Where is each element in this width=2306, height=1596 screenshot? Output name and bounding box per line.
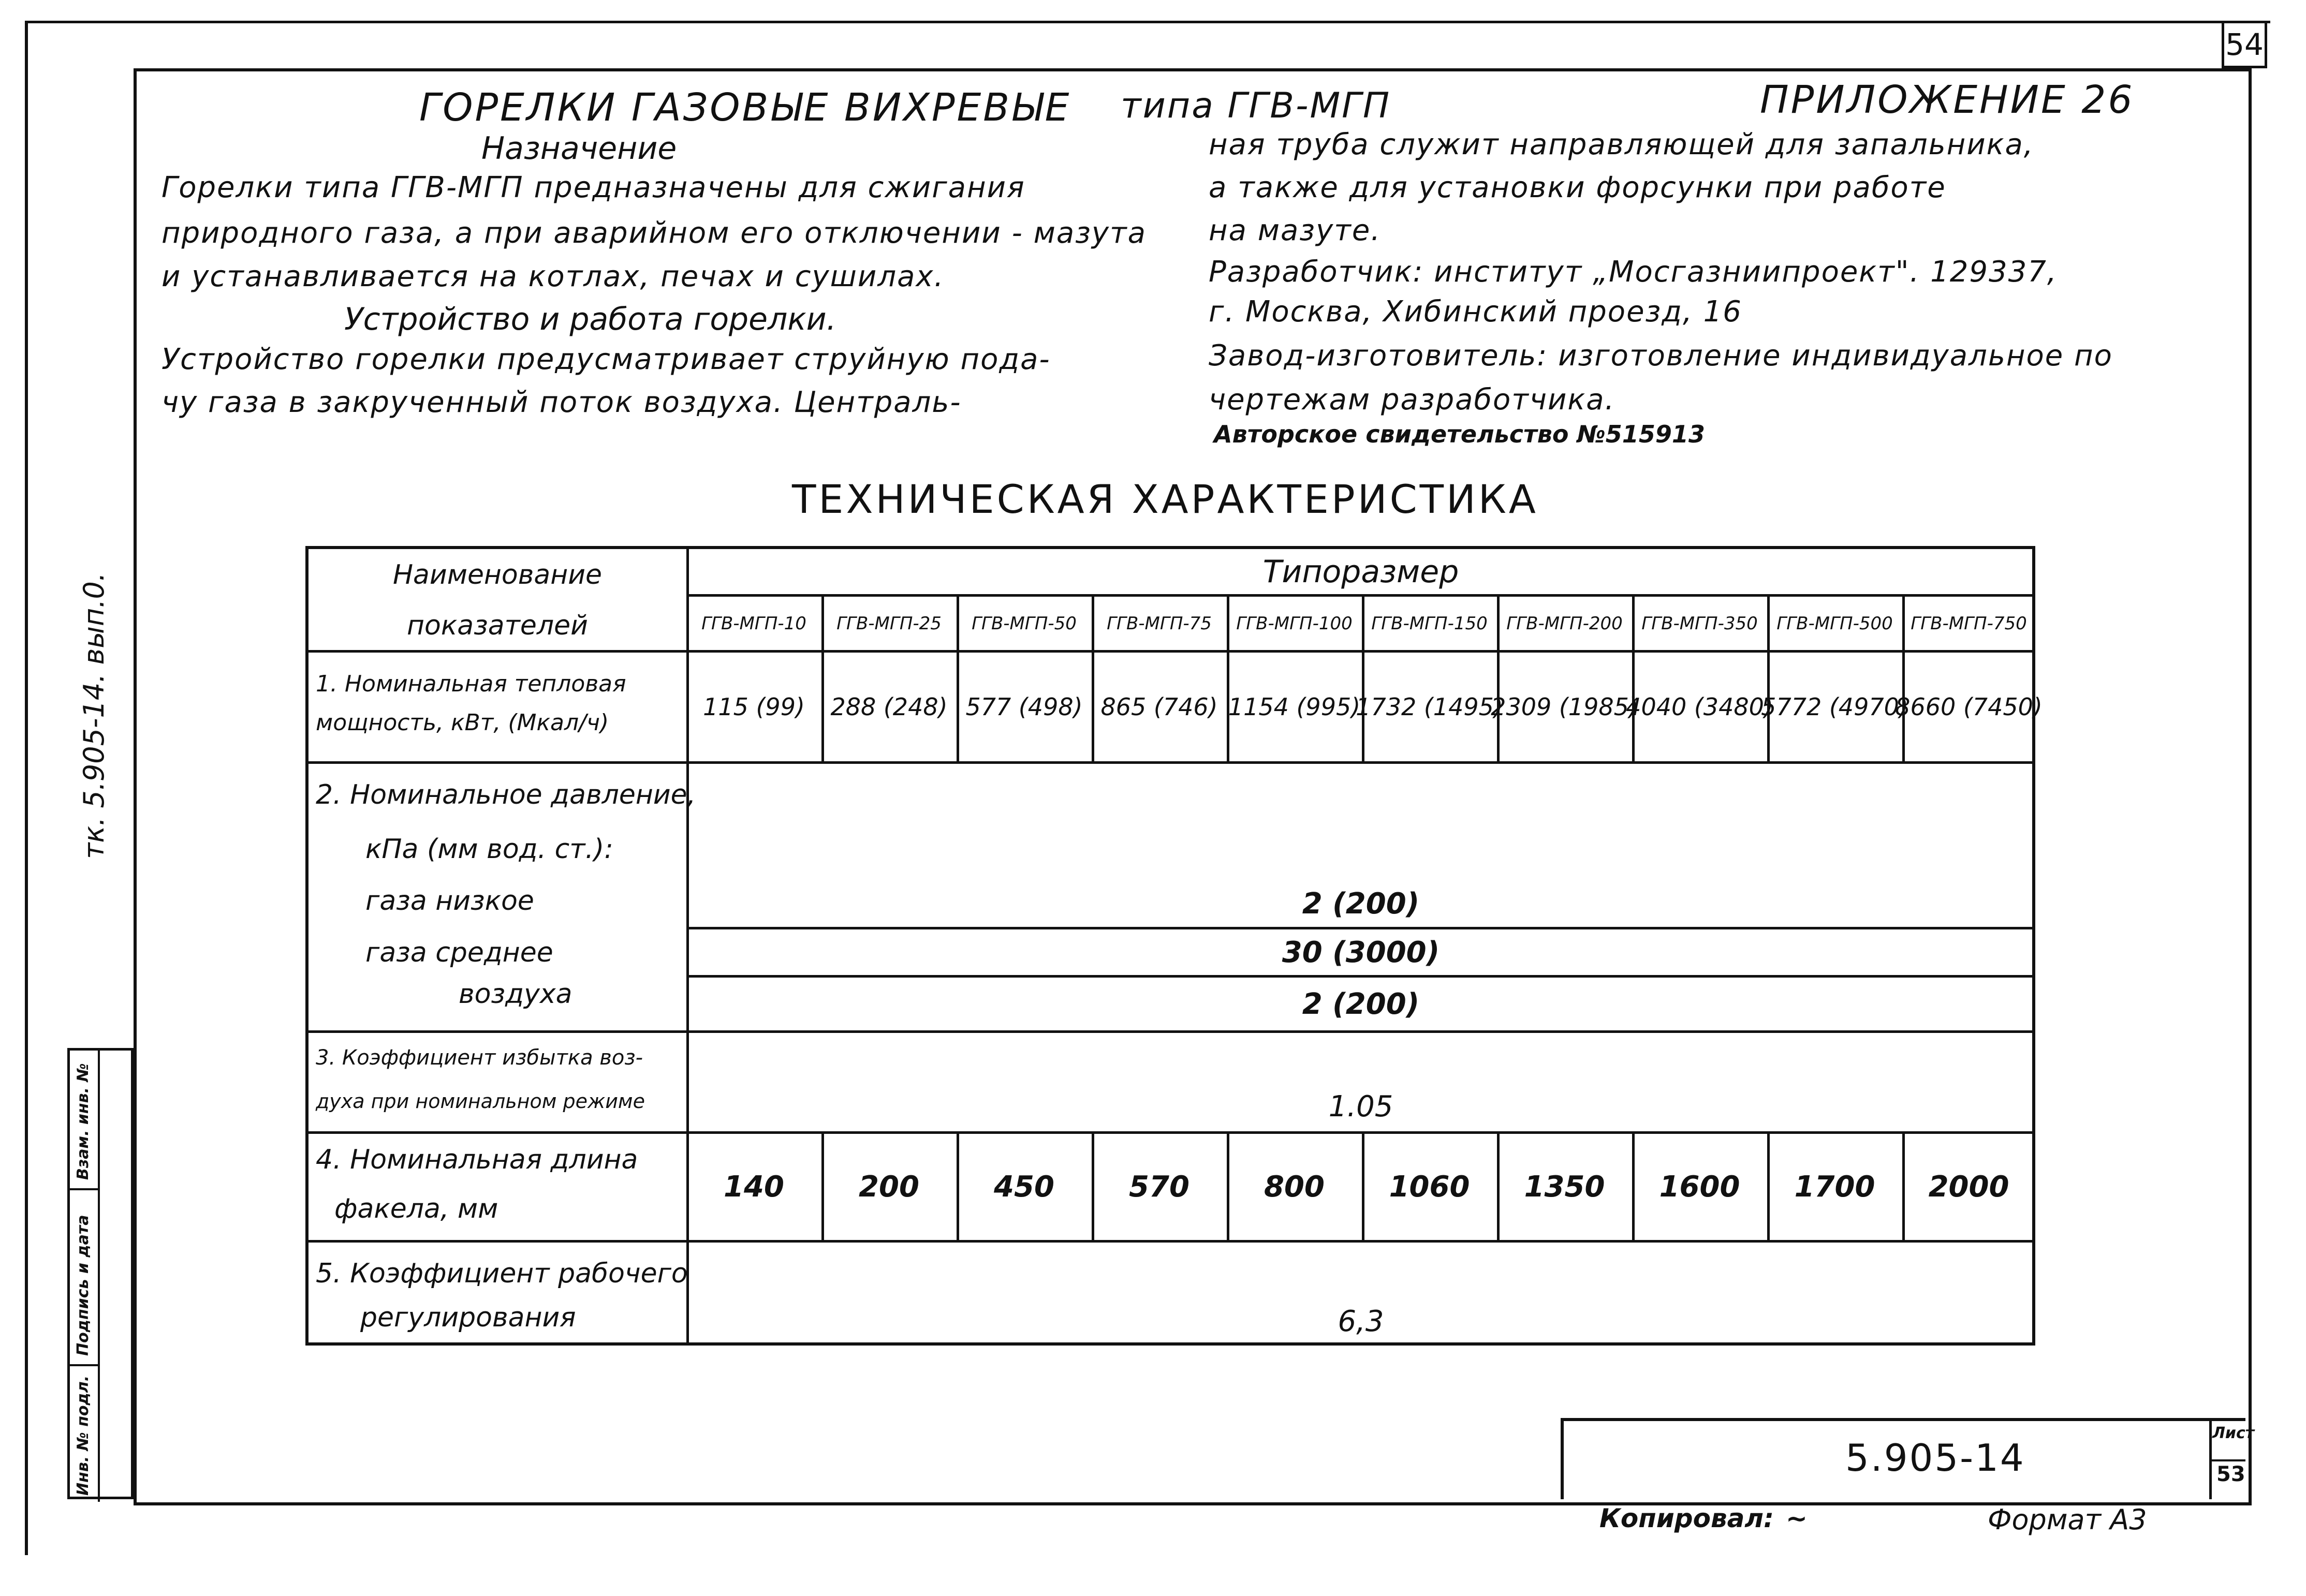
- right-line-6: Завод-изготовитель: изготовление индивидуальное по: [1209, 339, 2113, 373]
- tech-spec-table: [305, 546, 2043, 1346]
- row4-value: 1700: [1794, 1170, 1875, 1204]
- model-header: ГГВ-МГП-750: [1911, 613, 2027, 634]
- row1-value: 5772 (4970): [1761, 693, 1908, 721]
- row1-label-1: 1. Номинальная тепловая: [316, 671, 626, 697]
- row1-value: 4040 (3480): [1626, 693, 1773, 721]
- model-header: ГГВ-МГП-150: [1371, 613, 1488, 634]
- row1-value: 1732 (1495): [1356, 693, 1503, 721]
- purpose-heading: Назначение: [481, 130, 677, 167]
- row1-value: 2309 (1985): [1491, 693, 1638, 721]
- regulation-value: 6,3: [1338, 1304, 1384, 1338]
- model-header: ГГВ-МГП-25: [836, 613, 942, 634]
- row2-label-1: 2. Номинальное давление,: [316, 779, 696, 810]
- strip-label-inventory: Инв. № подл.: [74, 1375, 92, 1496]
- header-size-group: Типоразмер: [1262, 553, 1459, 590]
- model-header: ГГВ-МГП-350: [1641, 613, 1758, 634]
- strip-label-signature: Подпись и дата: [74, 1215, 92, 1356]
- device-heading: Устройство и работа горелки.: [344, 301, 836, 337]
- corner-number: 54: [2225, 27, 2264, 62]
- row1-value: 577 (498): [965, 693, 1083, 721]
- row2-label-4: газа среднее: [365, 937, 553, 968]
- device-line-2: чу газа в закрученный поток воздуха. Централь-: [161, 386, 962, 419]
- pressure-air: 2 (200): [1302, 987, 1420, 1021]
- pressure-gas-mid: 30 (3000): [1282, 935, 1440, 969]
- title-left: ГОРЕЛКИ ГАЗОВЫЕ ВИХРЕВЫЕ: [419, 85, 1071, 130]
- row4-value: 450: [994, 1170, 1054, 1204]
- right-line-4: Разработчик: институт „Мосгазниипроект". 129337,: [1209, 255, 2058, 289]
- row2-label-3: газа низкое: [365, 885, 534, 917]
- sheet-label: Лист: [2212, 1424, 2255, 1442]
- right-line-5: г. Москва, Хибинский проезд, 16: [1209, 295, 1742, 329]
- header-name-2: показателей: [407, 610, 588, 641]
- row4-value: 800: [1264, 1170, 1325, 1204]
- purpose-line-1: Горелки типа ГГВ-МГП предназначены для сжигания: [161, 171, 1025, 204]
- row4-value: 1600: [1659, 1170, 1740, 1204]
- row3-label-2: духа при номинальном режиме: [316, 1090, 645, 1113]
- excess-air-value: 1.05: [1328, 1090, 1393, 1124]
- hline-row4: [309, 1240, 2035, 1243]
- sheet-divider: [2209, 1459, 2245, 1461]
- right-line-7: чертежам разработчика.: [1209, 383, 1615, 417]
- doc-number: 5.905-14: [1845, 1436, 2025, 1480]
- row4-value: 570: [1129, 1170, 1189, 1204]
- row1-value: 1154 (995): [1228, 693, 1361, 721]
- table-title: ТЕХНИЧЕСКАЯ ХАРАКТЕРИСТИКА: [792, 476, 1538, 522]
- strip-label-replace: Взам. инв. №: [74, 1063, 92, 1180]
- pressure-gas-low: 2 (200): [1302, 886, 1420, 921]
- corner-page-number: [2222, 21, 2267, 68]
- row4-value: 200: [859, 1170, 919, 1204]
- header-name-1: Наименование: [392, 559, 603, 590]
- row4-value: 1060: [1389, 1170, 1470, 1204]
- model-header: ГГВ-МГП-500: [1776, 613, 1893, 634]
- row3-label-1: 3. Коэффициент избытка воз-: [316, 1046, 643, 1070]
- row4-value: 2000: [1928, 1170, 2009, 1204]
- side-code: тк. 5.905-14. вып.0.: [78, 572, 110, 859]
- appendix-label: ПРИЛОЖЕНИЕ 26: [1760, 78, 2135, 122]
- row4-label-2: факела, мм: [334, 1193, 498, 1224]
- model-header: ГГВ-МГП-100: [1236, 613, 1353, 634]
- model-header: ГГВ-МГП-50: [972, 613, 1077, 634]
- format-label: Формат А3: [1988, 1503, 2147, 1536]
- row1-label-2: мощность, кВт, (Мкал/ч): [316, 710, 609, 736]
- hline-row2: [309, 1030, 2035, 1033]
- row4-value: 1350: [1524, 1170, 1605, 1204]
- row4-label-1: 4. Номинальная длина: [316, 1144, 638, 1175]
- row5-label-2: регулирования: [360, 1302, 576, 1333]
- model-header: ГГВ-МГП-10: [701, 613, 806, 634]
- sheet-number: 53: [2216, 1462, 2245, 1486]
- purpose-line-2: природного газа, а при аварийном его отключении - мазута: [161, 216, 1147, 250]
- row1-value: 288 (248): [830, 693, 948, 721]
- right-line-3: на мазуте.: [1209, 214, 1382, 247]
- row2-label-5: воздуха: [459, 979, 572, 1010]
- row4-value: 140: [724, 1170, 784, 1204]
- device-line-1: Устройство горелки предусматривает струйную пода-: [161, 343, 1051, 376]
- right-line-2: а также для установки форсунки при работе: [1209, 171, 1946, 204]
- row1-value: 115 (99): [703, 693, 805, 721]
- row1-value: 865 (746): [1100, 693, 1218, 721]
- row2-label-2: кПа (мм вод. ст.):: [365, 834, 613, 865]
- right-line-1: ная труба служит направляющей для запальника,: [1209, 128, 2034, 161]
- title-type: типа ГГВ-МГП: [1121, 85, 1391, 126]
- copied-label: Копировал:: [1599, 1503, 1774, 1533]
- binding-strip: [67, 1048, 134, 1499]
- row1-value: 8660 (7450): [1895, 693, 2043, 721]
- author-certificate: Авторское свидетельство №515913: [1214, 420, 1705, 448]
- hline-row1: [309, 761, 2035, 764]
- model-header: ГГВ-МГП-200: [1506, 613, 1623, 634]
- row5-label-1: 5. Коэффициент рабочего: [316, 1258, 688, 1289]
- model-header: ГГВ-МГП-75: [1107, 613, 1212, 634]
- copy-signature: ~: [1786, 1503, 1808, 1533]
- purpose-line-3: и устанавливается на котлах, печах и сушилах.: [161, 260, 945, 293]
